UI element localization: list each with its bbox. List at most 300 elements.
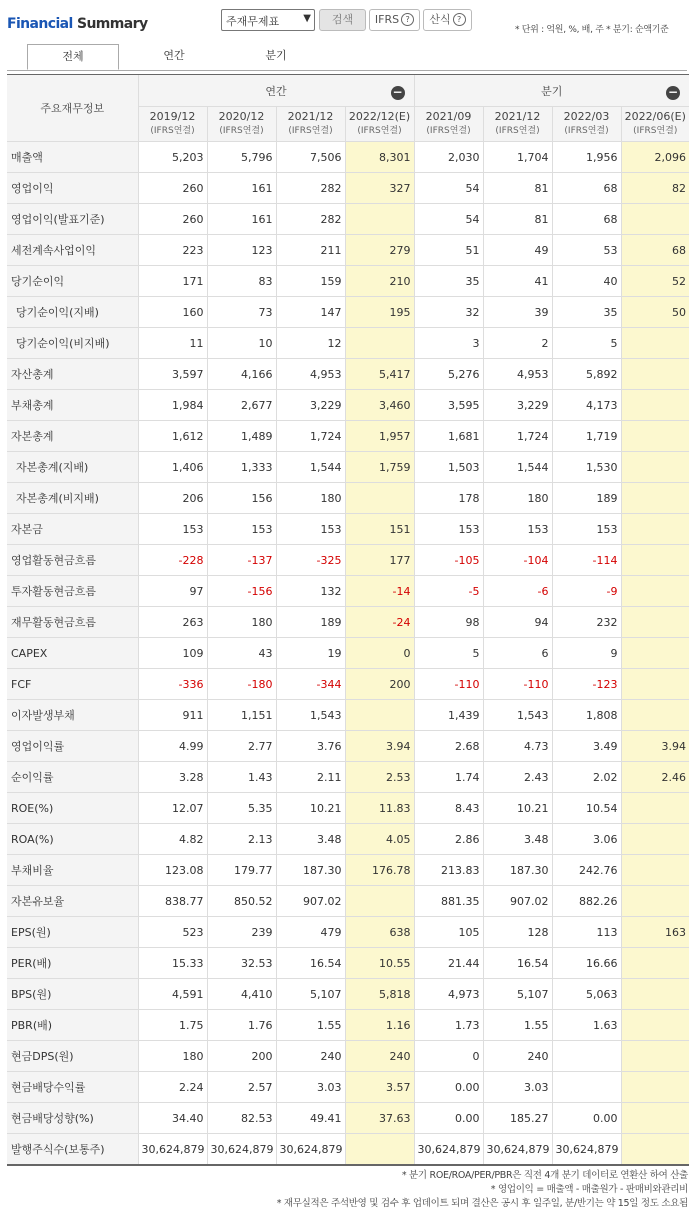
value-cell: -344 xyxy=(276,669,345,700)
value-cell: 153 xyxy=(138,514,207,545)
value-cell: 11.83 xyxy=(345,793,414,824)
value-cell xyxy=(621,1010,689,1041)
value-cell: 4.73 xyxy=(483,731,552,762)
header xyxy=(0,0,698,40)
value-cell: -114 xyxy=(552,545,621,576)
value-cell: 211 xyxy=(276,235,345,266)
row-label: ROE(%) xyxy=(7,793,138,824)
value-cell: 6 xyxy=(483,638,552,669)
value-cell: 161 xyxy=(207,204,276,235)
value-cell: 30,624,879 xyxy=(414,1134,483,1165)
value-cell: 187.30 xyxy=(276,855,345,886)
value-cell: 213.83 xyxy=(414,855,483,886)
value-cell: 123 xyxy=(207,235,276,266)
value-cell: 10.55 xyxy=(345,948,414,979)
table-row xyxy=(7,1072,689,1103)
value-cell: 2,096 xyxy=(621,142,689,173)
value-cell: 68 xyxy=(552,173,621,204)
value-cell: 83 xyxy=(207,266,276,297)
value-cell: 5,107 xyxy=(276,979,345,1010)
value-cell: 1,543 xyxy=(276,700,345,731)
period-header xyxy=(345,107,414,142)
value-cell xyxy=(621,204,689,235)
value-cell: -9 xyxy=(552,576,621,607)
value-cell: 240 xyxy=(276,1041,345,1072)
value-cell: 838.77 xyxy=(138,886,207,917)
ifrs-help-button[interactable] xyxy=(369,9,420,31)
value-cell: 4,166 xyxy=(207,359,276,390)
value-cell: -156 xyxy=(207,576,276,607)
value-cell: 153 xyxy=(483,514,552,545)
row-label: FCF xyxy=(7,669,138,700)
value-cell: 479 xyxy=(276,917,345,948)
value-cell: 1,957 xyxy=(345,421,414,452)
value-cell: 37.63 xyxy=(345,1103,414,1134)
value-cell: 3,229 xyxy=(276,390,345,421)
table-row xyxy=(7,359,689,390)
value-cell: 1,704 xyxy=(483,142,552,173)
value-cell: 2.46 xyxy=(621,762,689,793)
annual-group-header xyxy=(138,75,414,107)
value-cell: 210 xyxy=(345,266,414,297)
row-label: 매출액 xyxy=(7,142,138,173)
question-icon: ? xyxy=(453,13,466,26)
table-row xyxy=(7,1103,689,1134)
value-cell: -14 xyxy=(345,576,414,607)
table-row xyxy=(7,762,689,793)
row-label: 현금배당성향(%) xyxy=(7,1103,138,1134)
period-label: 2021/12 xyxy=(494,110,541,123)
value-cell: 232 xyxy=(552,607,621,638)
statement-type-select[interactable] xyxy=(221,9,315,31)
period-header xyxy=(207,107,276,142)
value-cell: 49 xyxy=(483,235,552,266)
value-cell: 32 xyxy=(414,297,483,328)
value-cell xyxy=(552,1072,621,1103)
value-cell: 1,759 xyxy=(345,452,414,483)
value-cell: 3.03 xyxy=(483,1072,552,1103)
tab-all[interactable]: 전체 xyxy=(27,44,119,70)
value-cell: 263 xyxy=(138,607,207,638)
value-cell: 73 xyxy=(207,297,276,328)
value-cell: 39 xyxy=(483,297,552,328)
row-label: 자본금 xyxy=(7,514,138,545)
value-cell xyxy=(621,421,689,452)
value-cell: 189 xyxy=(552,483,621,514)
row-label: 이자발생부채 xyxy=(7,700,138,731)
value-cell: 177 xyxy=(345,545,414,576)
value-cell: 1,489 xyxy=(207,421,276,452)
footnote: * 재무실적은 주석반영 및 검수 후 업데이트 되며 결산은 공시 후 일주일, 분/반기는 약 15일 정도 소요됨 xyxy=(276,1198,688,1209)
value-cell: 53 xyxy=(552,235,621,266)
table-bottom-border xyxy=(7,1164,689,1166)
collapse-annual-icon[interactable]: − xyxy=(392,85,403,99)
value-cell: 2.13 xyxy=(207,824,276,855)
value-cell: 50 xyxy=(621,297,689,328)
value-cell: 1.16 xyxy=(345,1010,414,1041)
value-cell xyxy=(621,359,689,390)
value-cell: 3.94 xyxy=(345,731,414,762)
period-label: 2020/12 xyxy=(218,110,265,123)
value-cell xyxy=(621,1072,689,1103)
value-cell xyxy=(621,979,689,1010)
row-label: EPS(원) xyxy=(7,917,138,948)
value-cell: 3,597 xyxy=(138,359,207,390)
value-cell: 2.02 xyxy=(552,762,621,793)
value-cell: 132 xyxy=(276,576,345,607)
period-basis: (IFRS연결) xyxy=(219,126,264,136)
row-label: 자본총계(비지배) xyxy=(7,483,138,514)
value-cell: 187.30 xyxy=(483,855,552,886)
value-cell: 1,544 xyxy=(483,452,552,483)
value-cell: 1.55 xyxy=(483,1010,552,1041)
value-cell: 200 xyxy=(207,1041,276,1072)
value-cell: 41 xyxy=(483,266,552,297)
value-cell xyxy=(621,886,689,917)
value-cell: 2,677 xyxy=(207,390,276,421)
table-row xyxy=(7,1010,689,1041)
row-label: PER(배) xyxy=(7,948,138,979)
value-cell: 0.00 xyxy=(414,1103,483,1134)
value-cell: 156 xyxy=(207,483,276,514)
value-cell: 176.78 xyxy=(345,855,414,886)
table-row xyxy=(7,700,689,731)
table-row xyxy=(7,390,689,421)
value-cell xyxy=(621,483,689,514)
value-cell: 3.28 xyxy=(138,762,207,793)
value-cell: 327 xyxy=(345,173,414,204)
value-cell: 206 xyxy=(138,483,207,514)
value-cell: 10.54 xyxy=(552,793,621,824)
unit-note: * 단위 : 억원, %, 배, 주 * 분기: 순액기준 xyxy=(515,25,669,35)
value-cell: 11 xyxy=(138,328,207,359)
value-cell: 5,417 xyxy=(345,359,414,390)
value-cell: 1,724 xyxy=(276,421,345,452)
value-cell: 5,892 xyxy=(552,359,621,390)
value-cell: 279 xyxy=(345,235,414,266)
table-row xyxy=(7,204,689,235)
row-label: 영업이익 xyxy=(7,173,138,204)
value-cell xyxy=(621,1041,689,1072)
value-cell: 43 xyxy=(207,638,276,669)
value-cell: 240 xyxy=(483,1041,552,1072)
value-cell: 2.11 xyxy=(276,762,345,793)
value-cell: 1,681 xyxy=(414,421,483,452)
value-cell: 2 xyxy=(483,328,552,359)
value-cell: 7,506 xyxy=(276,142,345,173)
footnotes xyxy=(277,1169,688,1211)
value-cell: 1.55 xyxy=(276,1010,345,1041)
value-cell xyxy=(345,328,414,359)
value-cell: 49.41 xyxy=(276,1103,345,1134)
value-cell: 3 xyxy=(414,328,483,359)
period-basis: (IFRS연결) xyxy=(357,126,402,136)
value-cell: 1,543 xyxy=(483,700,552,731)
table-row xyxy=(7,669,689,700)
value-cell: 9 xyxy=(552,638,621,669)
value-cell: 163 xyxy=(621,917,689,948)
value-cell: 638 xyxy=(345,917,414,948)
value-cell: 68 xyxy=(621,235,689,266)
search-button[interactable]: 검색 xyxy=(319,9,366,31)
value-cell: 0 xyxy=(345,638,414,669)
value-cell: 52 xyxy=(621,266,689,297)
value-cell: 1.74 xyxy=(414,762,483,793)
value-cell: 1.73 xyxy=(414,1010,483,1041)
value-cell: 881.35 xyxy=(414,886,483,917)
value-cell: 850.52 xyxy=(207,886,276,917)
value-cell: -110 xyxy=(414,669,483,700)
value-cell: 242.76 xyxy=(552,855,621,886)
value-cell: 2,030 xyxy=(414,142,483,173)
value-cell: 81 xyxy=(483,173,552,204)
value-cell: 82 xyxy=(621,173,689,204)
value-cell xyxy=(621,948,689,979)
value-cell: 882.26 xyxy=(552,886,621,917)
value-cell: -325 xyxy=(276,545,345,576)
value-cell: 1,724 xyxy=(483,421,552,452)
value-cell: -228 xyxy=(138,545,207,576)
row-label: ROA(%) xyxy=(7,824,138,855)
period-basis: (IFRS연결) xyxy=(150,126,195,136)
row-label: 발행주식수(보통주) xyxy=(7,1134,138,1165)
value-cell: 4,173 xyxy=(552,390,621,421)
value-cell: 239 xyxy=(207,917,276,948)
value-cell: 189 xyxy=(276,607,345,638)
row-label: 영업활동현금흐름 xyxy=(7,545,138,576)
value-cell: 0 xyxy=(414,1041,483,1072)
table-row xyxy=(7,824,689,855)
value-cell: 4.82 xyxy=(138,824,207,855)
question-icon: ? xyxy=(401,13,414,26)
value-cell: 54 xyxy=(414,173,483,204)
value-cell: -105 xyxy=(414,545,483,576)
value-cell: 16.54 xyxy=(276,948,345,979)
value-cell: 911 xyxy=(138,700,207,731)
value-cell: 30,624,879 xyxy=(138,1134,207,1165)
quarter-group-label: 분기 xyxy=(541,84,563,98)
value-cell: 153 xyxy=(552,514,621,545)
value-cell: 3.76 xyxy=(276,731,345,762)
value-cell xyxy=(345,700,414,731)
value-cell: 35 xyxy=(414,266,483,297)
value-cell: 2.53 xyxy=(345,762,414,793)
value-cell: 54 xyxy=(414,204,483,235)
period-basis: (IFRS연결) xyxy=(564,126,609,136)
table-row xyxy=(7,235,689,266)
value-cell: 1.75 xyxy=(138,1010,207,1041)
value-cell: 1,612 xyxy=(138,421,207,452)
value-cell: 159 xyxy=(276,266,345,297)
tab-quarter[interactable]: 분기 xyxy=(265,49,287,62)
value-cell: -180 xyxy=(207,669,276,700)
table-row xyxy=(7,607,689,638)
table-row xyxy=(7,328,689,359)
table-row xyxy=(7,638,689,669)
value-cell xyxy=(552,1041,621,1072)
value-cell: 240 xyxy=(345,1041,414,1072)
value-cell: -5 xyxy=(414,576,483,607)
value-cell: 3,229 xyxy=(483,390,552,421)
value-cell: 82.53 xyxy=(207,1103,276,1134)
period-label: 2022/03 xyxy=(563,110,610,123)
chevron-down-icon: ▼ xyxy=(303,13,311,24)
value-cell: 2.86 xyxy=(414,824,483,855)
value-cell: 8,301 xyxy=(345,142,414,173)
value-cell xyxy=(621,855,689,886)
value-cell: 153 xyxy=(414,514,483,545)
value-cell: 1,151 xyxy=(207,700,276,731)
table-row xyxy=(7,793,689,824)
value-cell: 3.48 xyxy=(276,824,345,855)
footnote: * 분기 ROE/ROA/PER/PBR은 직전 4개 분기 데이터로 연환산 하여 산출 xyxy=(401,1170,688,1181)
value-cell: 5,203 xyxy=(138,142,207,173)
value-cell: 5,796 xyxy=(207,142,276,173)
table-row xyxy=(7,1134,689,1165)
period-tabs xyxy=(7,44,687,71)
collapse-quarter-icon[interactable]: − xyxy=(668,85,679,99)
value-cell: 0.00 xyxy=(414,1072,483,1103)
value-cell xyxy=(621,452,689,483)
value-cell: 260 xyxy=(138,173,207,204)
period-label: 2022/06(E) xyxy=(624,110,686,123)
value-cell: -104 xyxy=(483,545,552,576)
table-row xyxy=(7,545,689,576)
value-cell: 260 xyxy=(138,204,207,235)
row-label: CAPEX xyxy=(7,638,138,669)
row-label: 당기순이익 xyxy=(7,266,138,297)
table-row xyxy=(7,452,689,483)
value-cell: 223 xyxy=(138,235,207,266)
value-cell: 180 xyxy=(207,607,276,638)
period-basis: (IFRS연결) xyxy=(426,126,471,136)
value-cell: 2.57 xyxy=(207,1072,276,1103)
annual-group-label: 연간 xyxy=(265,84,287,98)
value-cell: 1,530 xyxy=(552,452,621,483)
value-cell: 15.33 xyxy=(138,948,207,979)
row-label: 자산총계 xyxy=(7,359,138,390)
value-cell: 4,410 xyxy=(207,979,276,1010)
period-basis: (IFRS연결) xyxy=(633,126,678,136)
financial-table xyxy=(7,75,689,1165)
value-cell: 68 xyxy=(552,204,621,235)
value-cell: 1,544 xyxy=(276,452,345,483)
row-label: 세전계속사업이익 xyxy=(7,235,138,266)
value-cell: 3.03 xyxy=(276,1072,345,1103)
value-cell: 30,624,879 xyxy=(552,1134,621,1165)
period-label: 2021/12 xyxy=(287,110,334,123)
period-basis: (IFRS연결) xyxy=(495,126,540,136)
value-cell: 171 xyxy=(138,266,207,297)
value-cell: 4,953 xyxy=(483,359,552,390)
value-cell: 4,591 xyxy=(138,979,207,1010)
page-title xyxy=(7,16,147,32)
value-cell: 51 xyxy=(414,235,483,266)
value-cell: 94 xyxy=(483,607,552,638)
period-header xyxy=(414,107,483,142)
value-cell: 113 xyxy=(552,917,621,948)
row-label: 당기순이익(지배) xyxy=(7,297,138,328)
value-cell: 161 xyxy=(207,173,276,204)
table-row xyxy=(7,173,689,204)
value-cell: 178 xyxy=(414,483,483,514)
ifrs-label: IFRS xyxy=(374,13,400,26)
row-label: 영업이익(발표기준) xyxy=(7,204,138,235)
value-cell xyxy=(621,824,689,855)
value-cell: 40 xyxy=(552,266,621,297)
value-cell: 3,460 xyxy=(345,390,414,421)
value-cell: 16.66 xyxy=(552,948,621,979)
value-cell xyxy=(621,700,689,731)
table-row xyxy=(7,1041,689,1072)
value-cell xyxy=(621,1134,689,1165)
value-cell: 2.24 xyxy=(138,1072,207,1103)
table-row xyxy=(7,297,689,328)
value-cell: 1,719 xyxy=(552,421,621,452)
value-cell: 200 xyxy=(345,669,414,700)
period-label: 2022/12(E) xyxy=(348,110,411,123)
value-cell: 1,439 xyxy=(414,700,483,731)
value-cell: 185.27 xyxy=(483,1103,552,1134)
value-cell: 1.63 xyxy=(552,1010,621,1041)
table-row xyxy=(7,483,689,514)
row-label: 부채총계 xyxy=(7,390,138,421)
table-row xyxy=(7,266,689,297)
value-cell: 81 xyxy=(483,204,552,235)
value-cell: 180 xyxy=(138,1041,207,1072)
value-cell xyxy=(621,576,689,607)
row-label: 부채비율 xyxy=(7,855,138,886)
value-cell: 35 xyxy=(552,297,621,328)
period-header xyxy=(621,107,689,142)
value-cell: 3.06 xyxy=(552,824,621,855)
table-row xyxy=(7,514,689,545)
value-cell: 5.35 xyxy=(207,793,276,824)
row-label: 자본총계 xyxy=(7,421,138,452)
value-cell: 128 xyxy=(483,917,552,948)
value-cell: 0.00 xyxy=(552,1103,621,1134)
value-cell: 2.43 xyxy=(483,762,552,793)
value-cell xyxy=(621,638,689,669)
formula-help-button[interactable] xyxy=(423,9,472,31)
footnote: * 영업이익 = 매출액 - 매출원가 - 판매비와관리비 xyxy=(490,1184,688,1195)
table-row xyxy=(7,421,689,452)
value-cell: 123.08 xyxy=(138,855,207,886)
value-cell xyxy=(621,545,689,576)
value-cell: -24 xyxy=(345,607,414,638)
value-cell: 5 xyxy=(414,638,483,669)
value-cell: 153 xyxy=(207,514,276,545)
value-cell: 523 xyxy=(138,917,207,948)
value-cell: 16.54 xyxy=(483,948,552,979)
value-cell xyxy=(621,607,689,638)
period-header xyxy=(552,107,621,142)
corner-header: 주요재무정보 xyxy=(7,75,138,142)
table-row xyxy=(7,142,689,173)
title-brand: Financial xyxy=(7,16,73,32)
value-cell: 180 xyxy=(276,483,345,514)
row-label: 현금DPS(원) xyxy=(7,1041,138,1072)
value-cell: -336 xyxy=(138,669,207,700)
value-cell: 3.94 xyxy=(621,731,689,762)
formula-label: 산식 xyxy=(429,13,451,26)
value-cell xyxy=(345,886,414,917)
table-row xyxy=(7,917,689,948)
value-cell: 3,595 xyxy=(414,390,483,421)
title-summary: Summary xyxy=(72,16,148,32)
table-row xyxy=(7,886,689,917)
tab-annual[interactable]: 연간 xyxy=(163,49,185,62)
